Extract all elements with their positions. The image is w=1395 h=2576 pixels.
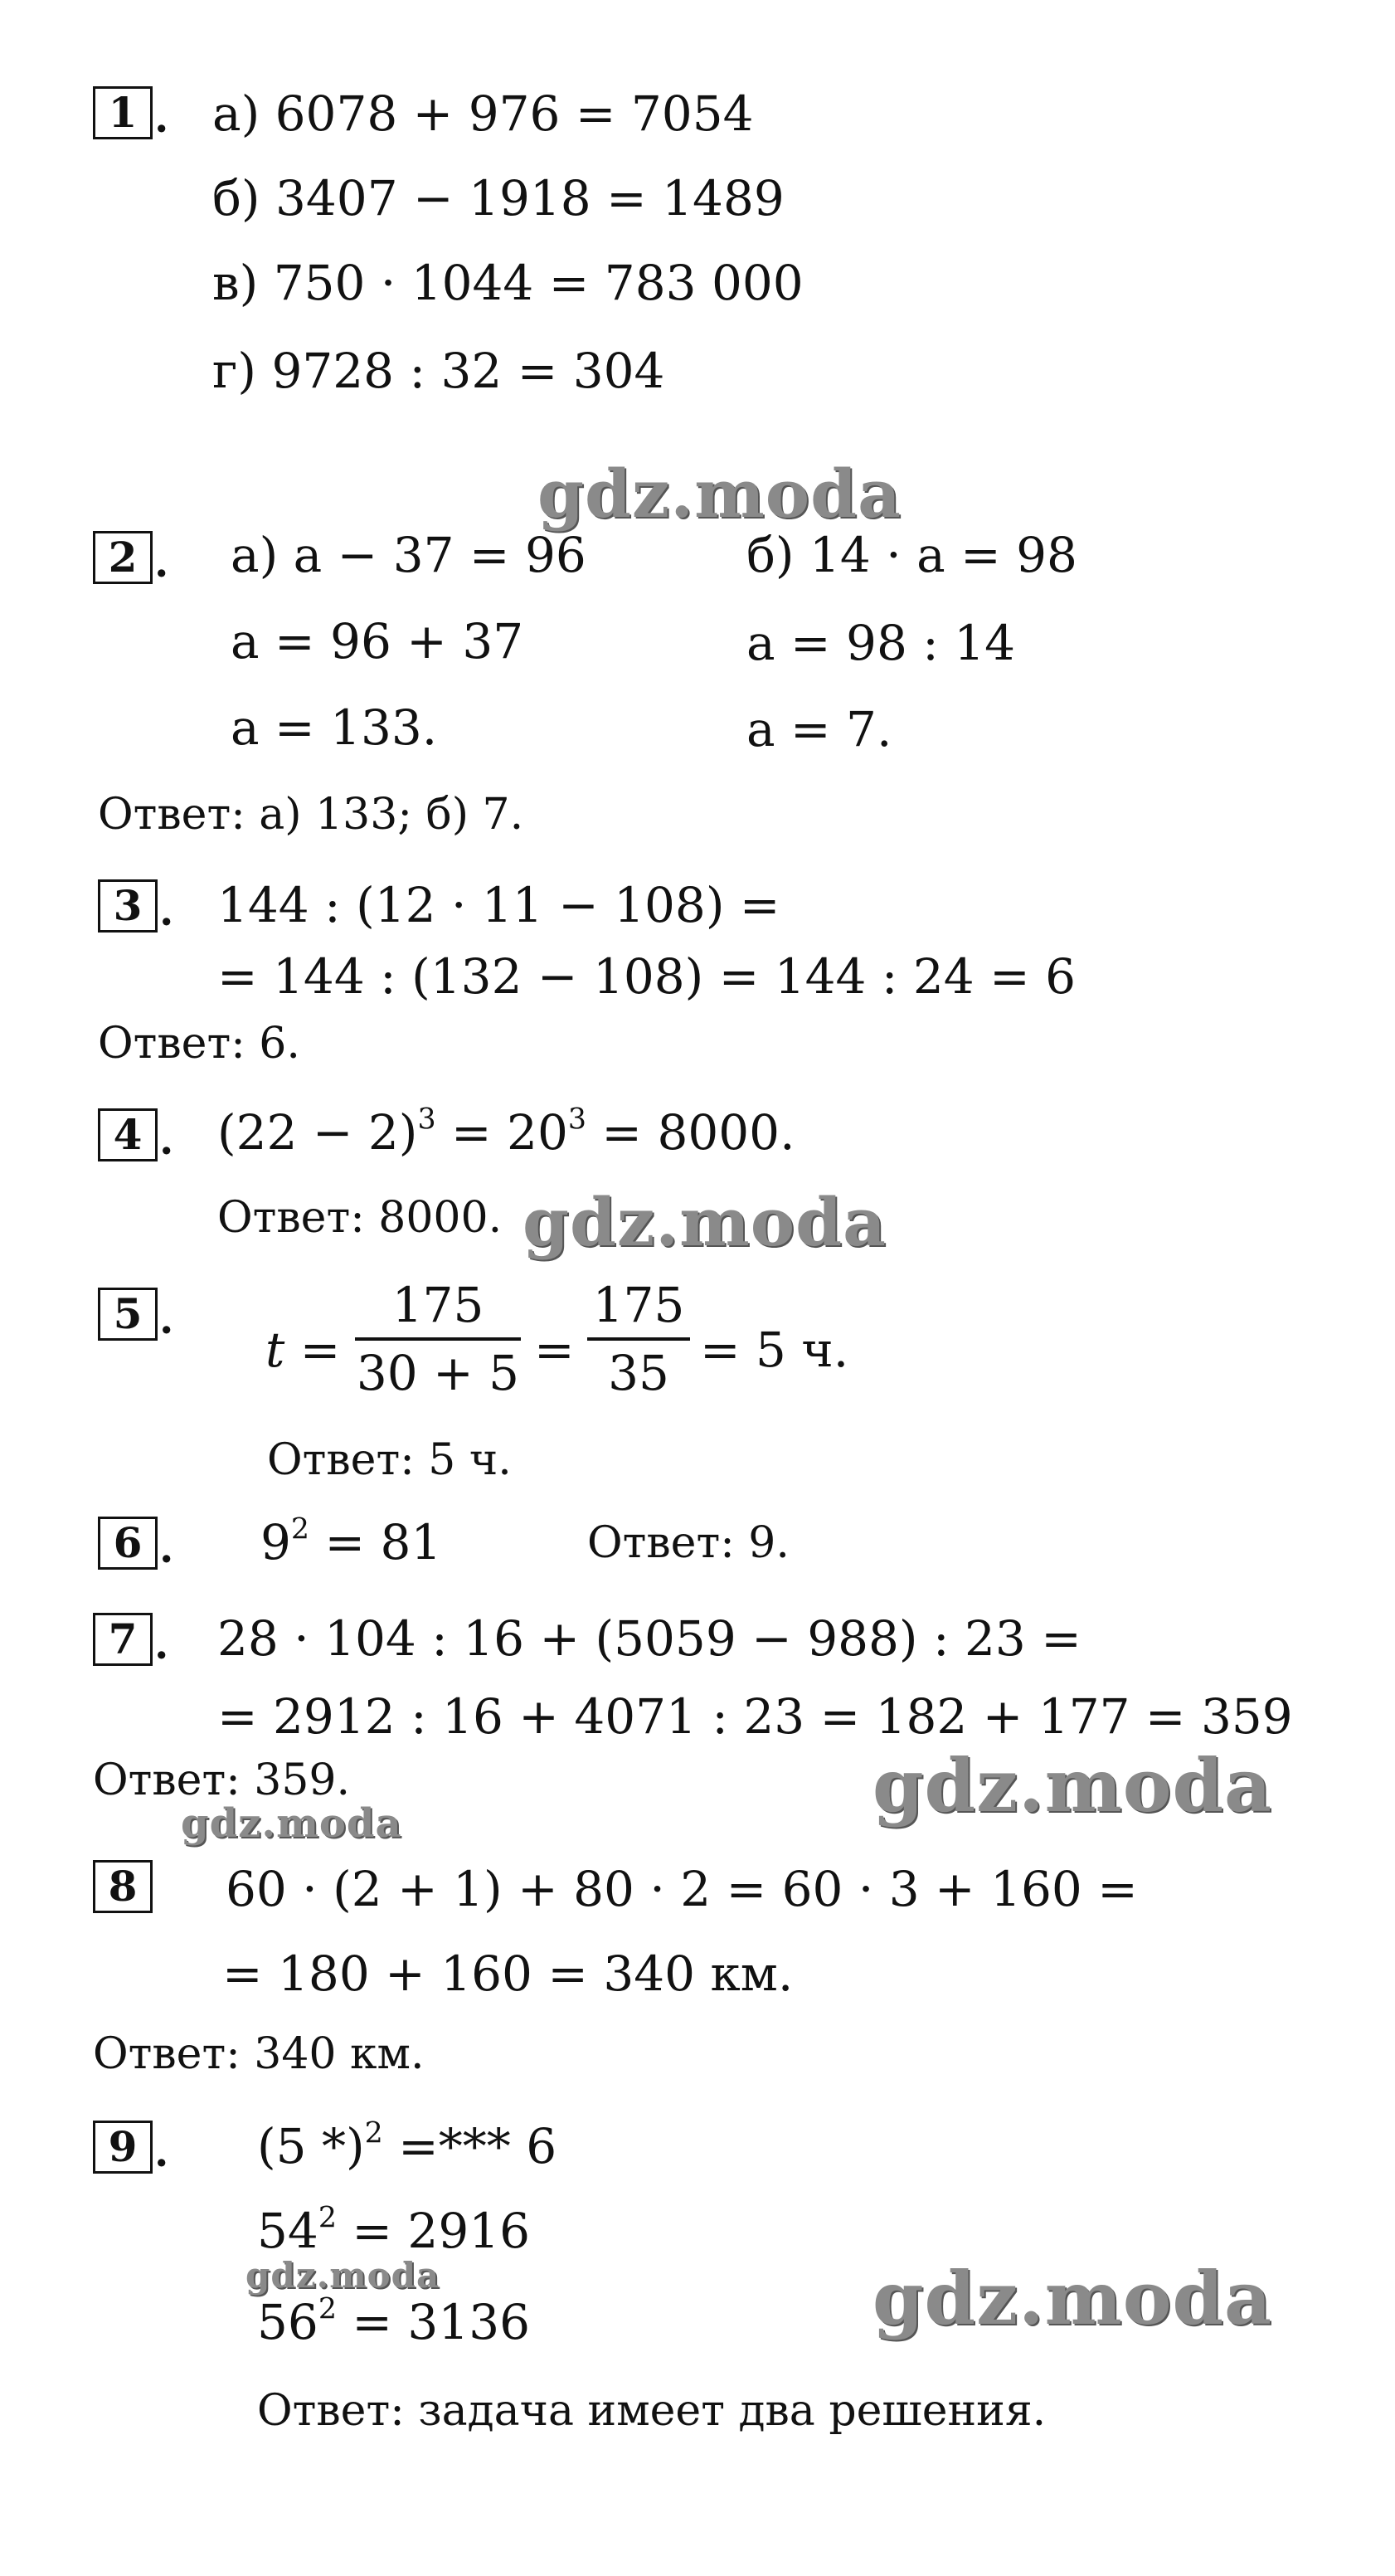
- problem-number-6: 6: [98, 1517, 158, 1570]
- problem-5-lhs: t =: [265, 1322, 341, 1378]
- problem-2a-line-3: a = 133.: [231, 699, 438, 756]
- fraction-1-numerator: 175: [391, 1277, 484, 1333]
- problem-9-line-3: $56^2 = 3136$: [257, 2292, 531, 2350]
- problem-1-line-d: г) 9728 : 32 = 304: [212, 343, 665, 399]
- problem-9-answer: Ответ: задача имеет два решения.: [257, 2386, 1047, 2436]
- problem-3-line-1: 144 : (12 · 11 − 108) =: [217, 877, 780, 933]
- problem-5-answer: Ответ: 5 ч.: [267, 1435, 512, 1485]
- problem-number-5: 5: [98, 1288, 158, 1341]
- fraction-2-denominator: 35: [608, 1345, 669, 1401]
- problem-2b-line-3: a = 7.: [746, 701, 892, 757]
- number-dot: .: [154, 538, 169, 587]
- number-dot: .: [159, 1294, 174, 1343]
- problem-6-line: $9^2 = 81$: [260, 1512, 442, 1570]
- problem-9-line-1: (5 *)$^2$ =*** 6: [257, 2116, 557, 2174]
- fraction-2: [587, 1277, 690, 1401]
- problem-7-line-2: = 2912 : 16 + 4071 : 23 = 182 + 177 = 359: [217, 1688, 1293, 1745]
- fraction-bar: [587, 1337, 690, 1341]
- problem-7-line-1: 28 · 104 : 16 + (5059 − 988) : 23 =: [217, 1610, 1081, 1667]
- number-dot: .: [154, 1619, 169, 1668]
- watermark: gdz.moda: [181, 1800, 402, 1847]
- number-dot: .: [159, 1523, 174, 1572]
- problem-8-line-1: 60 · (2 + 1) + 80 · 2 = 60 · 3 + 160 =: [226, 1861, 1138, 1917]
- watermark: gdz.moda: [245, 2255, 440, 2296]
- problem-1-line-c: в) 750 · 1044 = 783 000: [212, 255, 804, 311]
- equals-sign: =: [534, 1322, 575, 1378]
- problem-6-answer: Ответ: 9.: [587, 1518, 790, 1568]
- problem-9-line-2: $54^2 = 2916$: [257, 2201, 531, 2259]
- problem-4-line: $(22 - 2)^3 = 20^3 = 8000$.: [217, 1103, 795, 1161]
- problem-3-line-2: = 144 : (132 − 108) = 144 : 24 = 6: [217, 948, 1077, 1005]
- problem-2-answer: Ответ: а) 133; б) 7.: [98, 790, 524, 840]
- fraction-1-denominator: 30 + 5: [356, 1345, 520, 1401]
- problem-2a-line-1: а) a − 37 = 96: [231, 527, 586, 583]
- problem-4-answer: Ответ: 8000.: [217, 1193, 503, 1243]
- watermark: gdz.moda: [872, 2255, 1273, 2341]
- problem-number-7: 7: [93, 1613, 153, 1666]
- watermark: gdz.moda: [537, 455, 902, 533]
- problem-1-line-a: а) 6078 + 976 = 7054: [212, 85, 754, 142]
- problem-7-answer: Ответ: 359.: [93, 1755, 351, 1805]
- problem-number-9: 9: [93, 2121, 153, 2174]
- problem-number-3: 3: [98, 879, 158, 933]
- watermark: gdz.moda: [872, 1742, 1273, 1829]
- fraction-1: [355, 1277, 521, 1401]
- fraction-bar: [355, 1337, 521, 1341]
- problem-8-line-2: = 180 + 160 = 340 км.: [222, 1945, 794, 2002]
- problem-number-4: 4: [98, 1108, 158, 1161]
- problem-1-line-b: б) 3407 − 1918 = 1489: [212, 170, 785, 226]
- problem-5-rhs: = 5 ч.: [700, 1322, 849, 1378]
- problem-number-2: 2: [93, 531, 153, 584]
- watermark: gdz.moda: [523, 1183, 887, 1261]
- number-dot: .: [154, 2127, 169, 2176]
- problem-8-answer: Ответ: 340 км.: [93, 2029, 425, 2079]
- number-dot: .: [159, 1115, 174, 1164]
- problem-number-8: 8: [93, 1860, 153, 1913]
- problem-number-1: 1: [93, 86, 153, 139]
- problem-2b-line-2: a = 98 : 14: [746, 615, 1016, 671]
- problem-2b-line-1: б) 14 · a = 98: [746, 527, 1077, 583]
- problem-2a-line-2: a = 96 + 37: [231, 613, 524, 670]
- number-dot: .: [154, 93, 169, 142]
- problem-3-answer: Ответ: 6.: [98, 1019, 300, 1069]
- number-dot: .: [159, 886, 174, 935]
- fraction-2-numerator: 175: [592, 1277, 685, 1333]
